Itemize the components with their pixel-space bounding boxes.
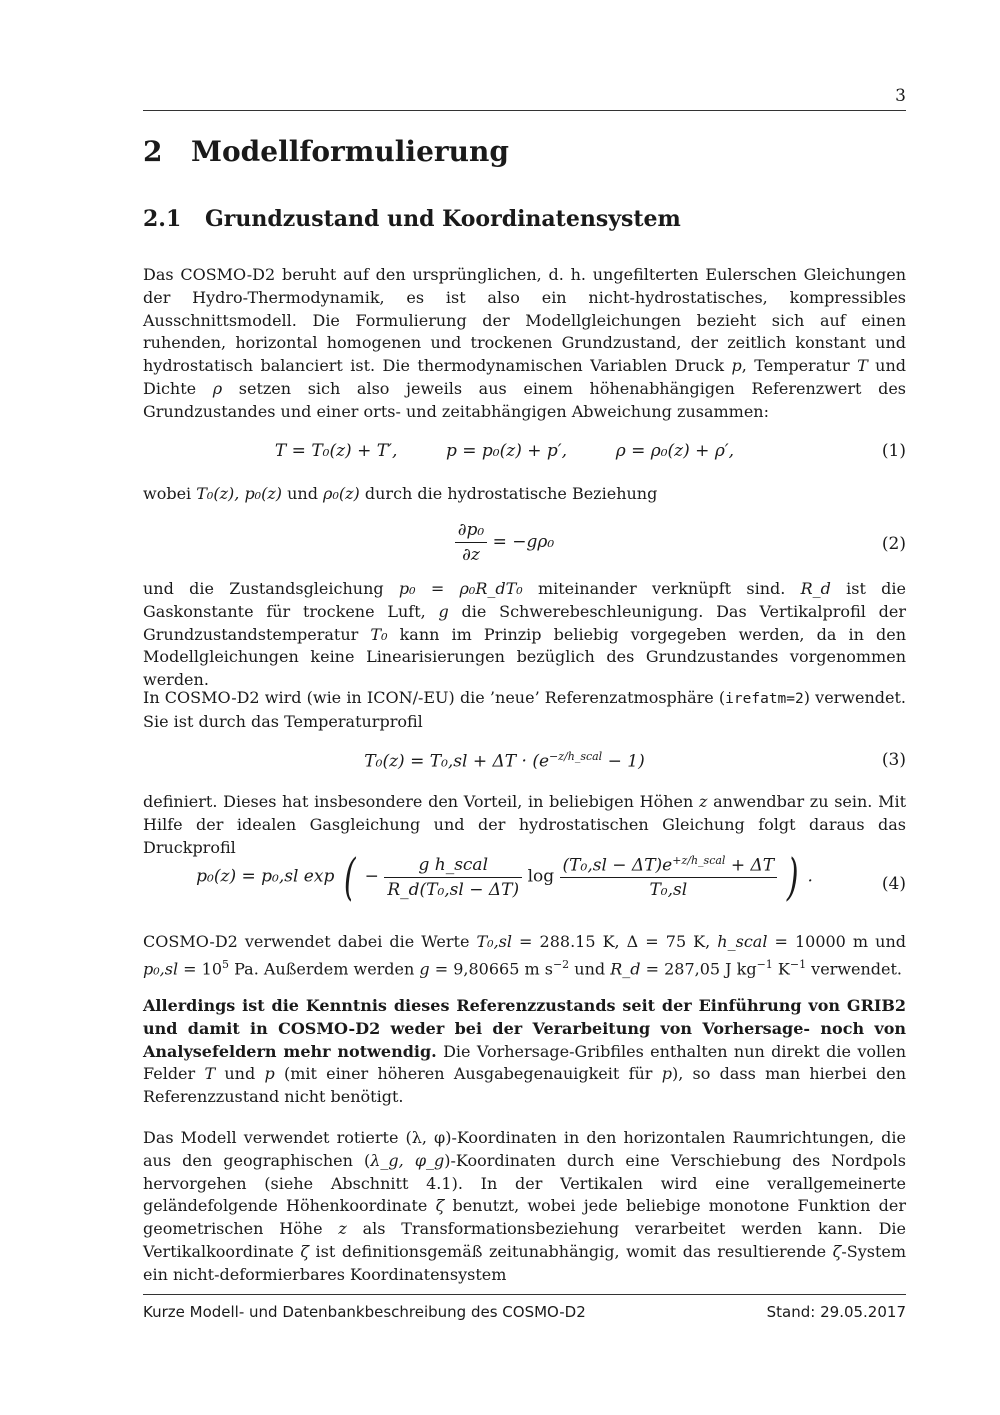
eq4-f2-denominator: T₀,sl — [649, 880, 688, 901]
text: )-Koordinaten durch eine Verschiebung des Nordpols hervorgehen (siehe Abschnitt 4.1). In der Vertikalen wird eine verallgemeinerte geländefolgende Höhenkoordinate — [143, 1150, 907, 1216]
section-title: Grundzustand und Koordinatensystem — [205, 206, 681, 232]
chapter-number: 2 — [143, 135, 163, 168]
equation-number: (3) — [881, 750, 906, 770]
eq4-minus: − — [364, 866, 379, 887]
eq4-f2-term: (T₀,sl − ΔT)e — [562, 855, 673, 876]
symbol-rho: ρ — [212, 378, 223, 398]
footer-rule — [143, 1294, 906, 1295]
symbol-T0sl: T₀,sl — [476, 932, 512, 951]
symbol-lambda-phi-g: λ_g, φ_g — [370, 1150, 445, 1170]
exponent-minus1: −1 — [756, 957, 773, 971]
text: und Dichte — [143, 356, 907, 398]
eq4-log: log — [527, 866, 555, 887]
exponent-minus1: −1 — [789, 957, 807, 971]
text: COSMO-D2 verwendet dabei die Werte — [143, 932, 477, 951]
paragraph-2 — [143, 483, 906, 506]
eq1-term-pressure: p = p₀(z) + p′, — [445, 441, 568, 461]
text: miteinander verknüpft sind. — [522, 579, 801, 598]
header-rule — [143, 110, 906, 111]
symbol-p0z: p₀(z) — [244, 484, 283, 503]
text: setzen sich also jeweils aus einem höhenabhängigen Referenzwert des Grundzustandes und einer orts- und zeitabhängigen Abweichung zusammen: — [143, 378, 906, 421]
symbol-g: g — [438, 601, 449, 621]
equation-number: (4) — [881, 874, 906, 894]
text: = 288.15 K, Δ — [512, 932, 639, 951]
equation-number: (2) — [881, 534, 906, 554]
eq2-fraction — [455, 520, 488, 565]
eq4-period: . — [807, 866, 813, 887]
text: Das COSMO-D2 beruht auf den ursprünglichen, d. h. ungefilterten Eulerschen Gleichungen der Hydro-Thermodynamik, es ist also ein nicht-hydrostatisches, kompressibles Ausschnittsmodell. Die Formulierung der Modellgleichungen bezieht sich auf einen ruhenden, horizontal homogenen und trockenen Grundzustand, der zeitlich konstant und hydrostatisch balanciert ist. Die thermodynamischen Variablen Druck — [143, 265, 906, 376]
eq4-f1-denominator: R_d(T₀,sl − ΔT) — [387, 879, 520, 900]
symbol-p: p — [731, 356, 742, 376]
eq2-denominator: ∂z — [462, 545, 480, 565]
text: ist definitionsgemäß zeitunabhängig, womit das resultierende — [309, 1241, 833, 1261]
footer-title: Kurze Modell- und Datenbankbeschreibung des COSMO-D2 — [143, 1303, 586, 1321]
eq3-rhs: − 1) — [602, 751, 645, 772]
text: als Transformationsbeziehung verarbeitet werden kann. Die Vertikalkoordinate — [143, 1219, 907, 1261]
paragraph-3 — [143, 578, 906, 692]
text: und — [569, 959, 611, 979]
text: Die Vorhersage-Gribfiles enthalten nun direkt die vollen Felder — [143, 1041, 906, 1084]
text: In COSMO-D2 wird (wie in ICON/-EU) die ’neue’ Referenzatmosphäre ( — [143, 688, 726, 707]
exponent-5: 5 — [222, 957, 230, 971]
left-paren: ( — [343, 848, 356, 906]
eq4-f2-numerator — [560, 854, 778, 879]
symbol-p: p — [661, 1064, 672, 1084]
text: die Schwerebeschleunigung. Das Vertikalprofil der Grundzustandstemperatur — [143, 601, 906, 644]
symbol-Rd: R_d — [610, 959, 641, 979]
equation-4 — [143, 848, 906, 918]
footer-date: Stand: 29.05.2017 — [766, 1303, 906, 1321]
text: anwendbar zu sein. Mit Hilfe der idealen Gasgleichung und der hydrostatischen Gleichung folgt daraus das Druckprofil — [143, 792, 906, 857]
symbol-p: p — [264, 1064, 275, 1084]
exponent-minus2: −2 — [552, 957, 570, 971]
paragraph-1 — [143, 264, 906, 424]
symbol-Rd: R_d — [800, 579, 831, 598]
text: = 10 — [178, 959, 223, 979]
symbol-zeta: ζ — [300, 1241, 310, 1261]
paragraph-6 — [143, 931, 906, 981]
text: benutzt, wobei jede beliebige monotone Funktion der geometrischen Höhe — [143, 1196, 907, 1239]
section-number: 2.1 — [143, 206, 182, 232]
symbol-zeta: ζ — [832, 1241, 842, 1261]
text: verwendet. — [806, 959, 903, 979]
symbol-g: g — [419, 959, 430, 979]
symbol-hscal: h_scal — [717, 932, 768, 951]
text: = 9,80665 m s — [429, 959, 553, 979]
text: = 287,05 J kg — [640, 959, 757, 979]
eq4-f2-exponent: +z/h_scal — [672, 853, 726, 867]
eq4-fraction-1 — [384, 855, 522, 900]
symbol-T0: T₀ — [370, 624, 388, 644]
text: (mit einer höheren Ausgabegenauigkeit für — [274, 1064, 662, 1084]
text: definiert. Dieses hat insbesondere den Vorteil, in beliebigen Höhen — [143, 792, 699, 811]
right-paren: ) — [786, 848, 799, 906]
eq4-fraction-2 — [560, 854, 778, 901]
symbol-z: z — [338, 1219, 347, 1239]
equation-number: (1) — [881, 441, 906, 461]
text: kann im Prinzip beliebig vorgegeben werden, da in den Modellgleichungen keine Linearisierungen bezüglich des Grundzustandes vorgenommen werden. — [143, 624, 907, 690]
eq4-f2-delta: + ΔT — [725, 855, 775, 876]
symbol-T: T — [204, 1064, 216, 1084]
symbol-state-equation: p₀ = ρ₀R_dT₀ — [398, 579, 523, 598]
text: ), so dass man hierbei den Referenzzustand nicht benötigt. — [143, 1064, 907, 1107]
text: K — [772, 959, 790, 979]
paragraph-8 — [143, 1127, 906, 1287]
text: Das Modell verwendet rotierte (λ, φ)-Koordinaten in den horizontalen Raumrichtungen, die aus den geographischen ( — [143, 1128, 906, 1170]
eq1-term-temperature: T = T₀(z) + T′, — [274, 441, 398, 461]
page-number: 3 — [895, 86, 906, 106]
text: Pa. Außerdem werden — [229, 959, 420, 979]
text: und die Zustandsgleichung — [143, 579, 399, 598]
eq1-term-density: ρ = ρ₀(z) + ρ′, — [615, 441, 735, 461]
text: durch die hydrostatische Beziehung — [359, 484, 658, 503]
equation-2 — [143, 520, 906, 570]
chapter-heading — [143, 135, 509, 168]
text: , Temperatur — [741, 356, 858, 376]
text: = 10000 m und — [767, 932, 907, 951]
symbol-p0sl: p₀,sl — [143, 959, 179, 979]
text: wobei — [143, 484, 197, 503]
document-page — [143, 0, 906, 1415]
symbol-T0z: T₀(z), — [196, 484, 240, 503]
eq3-lhs: T₀(z) = T₀,sl + ΔT · (e — [364, 751, 550, 772]
symbol-rho0z: ρ₀(z) — [323, 484, 360, 503]
symbol-zeta: ζ — [435, 1196, 445, 1216]
section-heading — [143, 206, 681, 232]
text: ist die Gaskonstante für trockene Luft, — [143, 579, 907, 621]
eq2-rhs: = −gρ₀ — [492, 532, 555, 552]
text: und — [282, 484, 324, 503]
bold-statement: Allerdings ist die Kenntnis dieses Referenzzustands seit der Einführung von GRIB2 und damit in COSMO-D2 weder bei der Verarbeitung von Vorhersage- noch von Analysefeldern mehr notwendig. — [143, 996, 906, 1061]
eq3-exponent: −z/h_scal — [549, 750, 603, 763]
paragraph-7 — [143, 995, 906, 1109]
chapter-title: Modellformulierung — [191, 135, 509, 168]
eq4-lhs: p₀(z) = p₀,sl exp — [196, 866, 335, 887]
eq2-numerator: ∂p₀ — [455, 520, 488, 543]
symbol-z: z — [698, 792, 708, 811]
symbol-T: T — [857, 356, 868, 376]
text: = 75 K, — [638, 932, 718, 951]
eq4-f1-numerator: g h_scal — [384, 855, 522, 878]
paragraph-4 — [143, 687, 906, 734]
text: und — [215, 1064, 265, 1084]
text: ) verwendet. Sie ist durch das Temperaturprofil — [143, 688, 907, 731]
text: -System ein nicht-deformierbares Koordinatensystem — [143, 1241, 907, 1284]
code-irefatm: irefatm=2 — [725, 691, 804, 707]
